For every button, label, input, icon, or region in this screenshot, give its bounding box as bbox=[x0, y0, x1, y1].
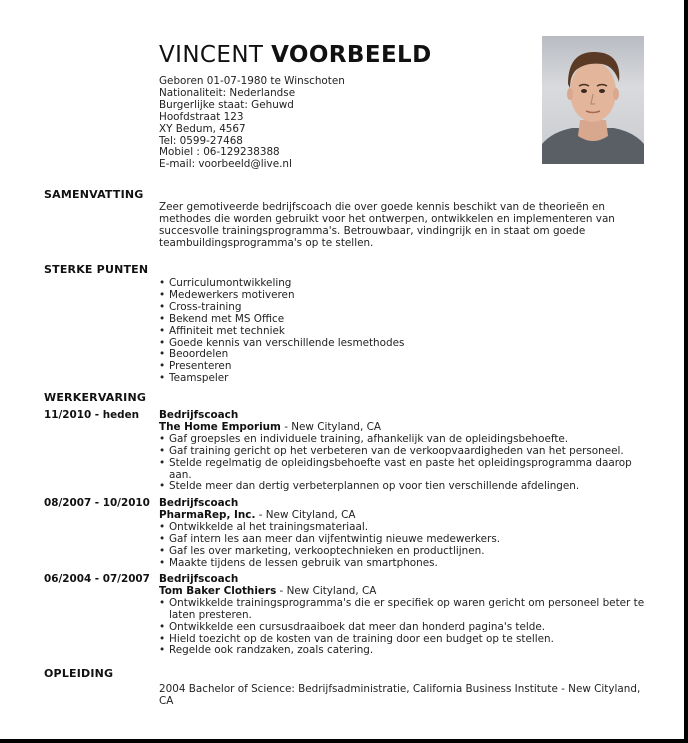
list-item: • Regelde ook randzaken, zoals catering. bbox=[159, 645, 649, 657]
list-item: • Affiniteit met techniek bbox=[159, 326, 649, 338]
job-entry bbox=[159, 574, 649, 657]
marital-status-line: Burgerlijke staat: Gehuwd bbox=[159, 98, 294, 111]
education-heading: OPLEIDING bbox=[44, 667, 114, 680]
job-entry bbox=[159, 410, 649, 493]
company-location: - New Cityland, CA bbox=[255, 508, 356, 521]
list-item: • Bekend met MS Office bbox=[159, 314, 649, 326]
job-dates: 06/2004 - 07/2007 bbox=[44, 573, 150, 585]
list-item: • Presenteren bbox=[159, 361, 649, 373]
list-item: • Beoordelen bbox=[159, 349, 649, 361]
email-line: E-mail: voorbeeld@live.nl bbox=[159, 158, 292, 171]
nationality-line: Nationaliteit: Nederlandse bbox=[159, 86, 296, 99]
summary-text: Zeer gemotiveerde bedrijfscoach die over goede kennis beschikt van de theorieën en methodes die worden gebruikt voor het ontwerpen, ontwikkelen en implementeren van succesvolle trainingsprogramma's. Betrouwbaar, vindingrijk en in staat om goede teambuildingsprogramma's op te stellen. bbox=[159, 201, 615, 249]
skills-list bbox=[159, 278, 649, 385]
job-title: Bedrijfscoach bbox=[159, 409, 239, 421]
portrait-illustration bbox=[542, 36, 644, 164]
list-item: • Hield toezicht op de kosten van de training door een budget op te stellen. bbox=[159, 634, 649, 646]
list-item: • Ontwikkelde trainingsprogramma's die er specifiek op waren gericht om personeel beter te laten presteren. bbox=[159, 598, 649, 622]
job-dates: 08/2007 - 10/2010 bbox=[44, 497, 150, 509]
profile-photo bbox=[542, 36, 644, 164]
street-line: Hoofdstraat 123 bbox=[159, 110, 244, 123]
summary-heading: SAMENVATTING bbox=[44, 188, 144, 201]
list-item: • Maakte tijdens de lessen gebruik van smartphones. bbox=[159, 558, 649, 570]
job-dates: 11/2010 - heden bbox=[44, 409, 140, 421]
list-item: • Teamspeler bbox=[159, 373, 649, 385]
job-entry bbox=[159, 498, 649, 569]
job-title: Bedrijfscoach bbox=[159, 497, 239, 509]
company-name: PharmaRep, Inc. bbox=[159, 508, 256, 521]
job-title: Bedrijfscoach bbox=[159, 573, 239, 585]
first-name: VINCENT bbox=[159, 42, 264, 68]
mobile-line: Mobiel : 06-129238388 bbox=[159, 146, 280, 159]
list-item: • Stelde meer dan dertig verbeterplannen op voor tien verschillende afdelingen. bbox=[159, 481, 649, 493]
education-text: 2004 Bachelor of Science: Bedrijfsadministratie, California Business Institute - New Cityland, CA bbox=[159, 683, 641, 707]
skills-heading: STERKE PUNTEN bbox=[44, 263, 149, 276]
list-item: • Goede kennis van verschillende lesmethodes bbox=[159, 338, 649, 350]
job-duties bbox=[159, 434, 649, 494]
candidate-name bbox=[159, 42, 432, 68]
list-item: • Curriculumontwikkeling bbox=[159, 278, 649, 290]
list-item: • Gaf intern les aan meer dan vijfentwintig nieuwe medewerkers. bbox=[159, 534, 649, 546]
contact-details bbox=[159, 76, 519, 171]
list-item: • Medewerkers motiveren bbox=[159, 290, 649, 302]
job-duties bbox=[159, 522, 649, 570]
list-item: • Gaf les over marketing, verkooptechnieken en productlijnen. bbox=[159, 546, 649, 558]
list-item: • Stelde regelmatig de opleidingsbehoefte vast en paste het opleidingsprogramma daarop aan. bbox=[159, 458, 649, 482]
job-duties bbox=[159, 598, 649, 658]
company-location: - New Cityland, CA bbox=[276, 584, 377, 597]
last-name: VOORBEELD bbox=[271, 42, 432, 68]
phone-line: Tel: 0599-27468 bbox=[159, 134, 243, 147]
list-item: • Gaf groepsles en individuele training, afhankelijk van de opleidingsbehoefte. bbox=[159, 434, 649, 446]
birth-line: Geboren 01-07-1980 te Winschoten bbox=[159, 75, 345, 87]
company-name: The Home Emporium bbox=[159, 420, 281, 433]
list-item: • Gaf training gericht op het verbeteren van de verkoopvaardigheden van het personeel. bbox=[159, 446, 649, 458]
company-location: - New Cityland, CA bbox=[280, 420, 381, 433]
company-name: Tom Baker Clothiers bbox=[159, 584, 277, 597]
list-item: • Ontwikkelde al het trainingsmateriaal. bbox=[159, 522, 649, 534]
list-item: • Cross-training bbox=[159, 302, 649, 314]
city-line: XY Bedum, 4567 bbox=[159, 122, 246, 135]
experience-heading: WERKERVARING bbox=[44, 391, 147, 404]
list-item: • Ontwikkelde een cursusdraaiboek dat meer dan honderd pagina's telde. bbox=[159, 622, 649, 634]
